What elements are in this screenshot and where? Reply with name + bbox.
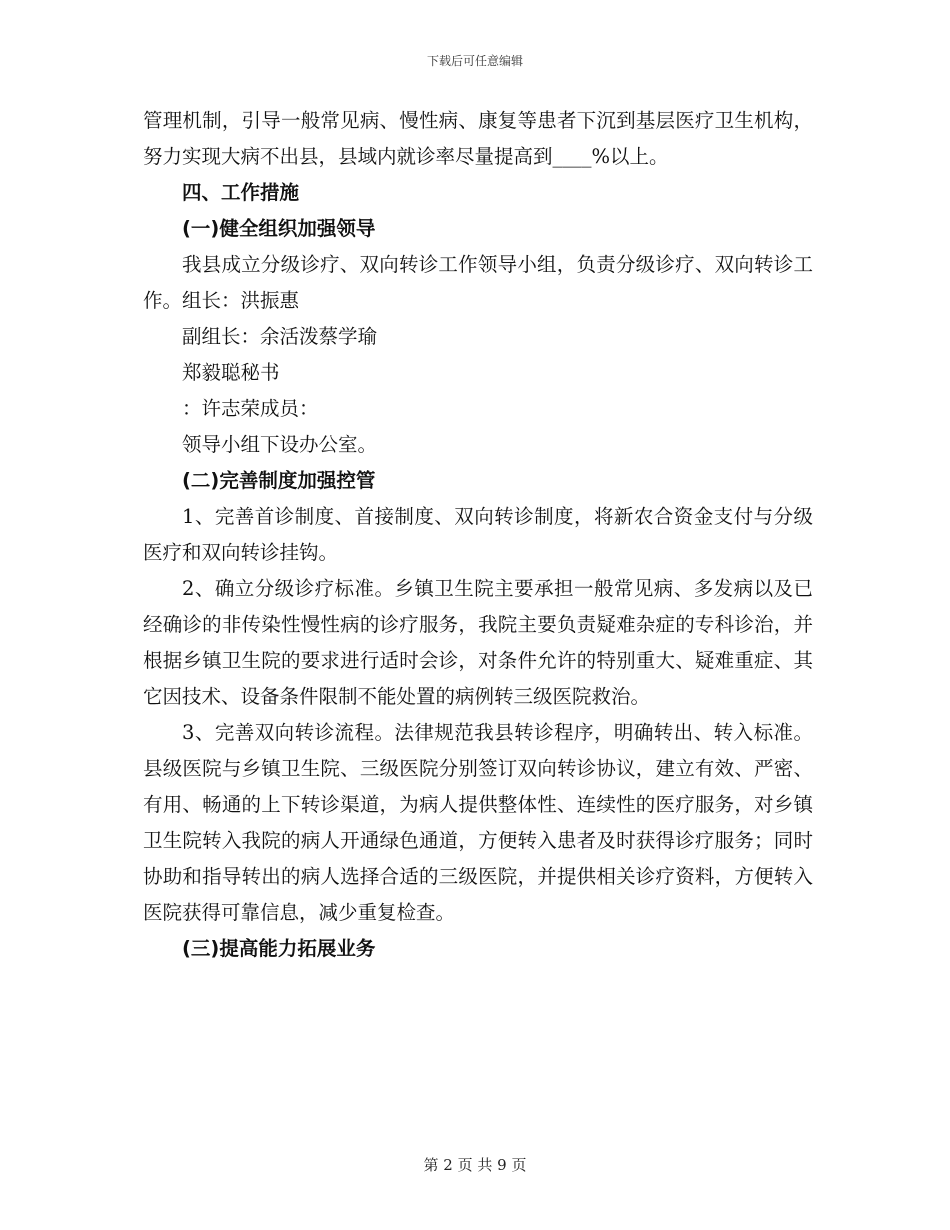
paragraph-item-2: 2、确立分级诊疗标准。乡镇卫生院主要承担一般常见病、多发病以及已经确诊的非传染性慢性病的诊疗服务，我院主要负责疑难杂症的专科诊治，并根据乡镇卫生院的要求进行适时会诊，对条件允许的特别重大、疑难重症、其它因技术、设备条件限制不能处置的病例转三级医院救治。 xyxy=(143,577,813,708)
paragraph-secretary: 郑毅聪秘书 xyxy=(182,361,280,384)
subsection-heading-system: (二)完善制度加强控管 xyxy=(182,469,376,492)
page-header-note: 下载后可任意编辑 xyxy=(426,54,523,68)
subsection-heading-capability: (三)提高能力拓展业务 xyxy=(182,937,376,960)
paragraph-item-3: 3、完善双向转诊流程。法律规范我县转诊程序，明确转出、转入标准。县级医院与乡镇卫生院、三级医院分别签订双向转诊协议，建立有效、严密、有用、畅通的上下转诊渠道，为病人提供整体性、连续性的医疗服务，对乡镇卫生院转入我院的病人开通绿色通道，方便转入患者及时获得诊疗服务；同时协助和指导转出的病人选择合适的三级医院，并提供相关诊疗资料，方便转入医院获得可靠信息，减少重复检查。 xyxy=(143,721,813,924)
paragraph-leadership-group: 我县成立分级诊疗、双向转诊工作领导小组，负责分级诊疗、双向转诊工作。组长：洪振惠 xyxy=(143,253,813,312)
paragraph-deputy-leaders: 副组长：余活泼蔡学瑜 xyxy=(182,325,378,348)
paragraph-continuation: 管理机制，引导一般常见病、慢性病、康复等患者下沉到基层医疗卫生机构，努力实现大病不出县，县域内就诊率尽量提高到____%以上。 xyxy=(143,109,813,168)
document-body xyxy=(143,103,813,967)
subsection-heading-organization: (一)健全组织加强领导 xyxy=(182,217,376,240)
section-heading-work-measures: 四、工作措施 xyxy=(182,181,300,204)
paragraph-office: 领导小组下设办公室。 xyxy=(182,433,378,456)
paragraph-item-1: 1、完善首诊制度、首接制度、双向转诊制度，将新农合资金支付与分级医疗和双向转诊挂钩。 xyxy=(143,505,813,564)
page-footer-number: 第 2 页 共 9 页 xyxy=(423,1156,527,1174)
paragraph-members: ：许志荣成员： xyxy=(182,397,319,420)
